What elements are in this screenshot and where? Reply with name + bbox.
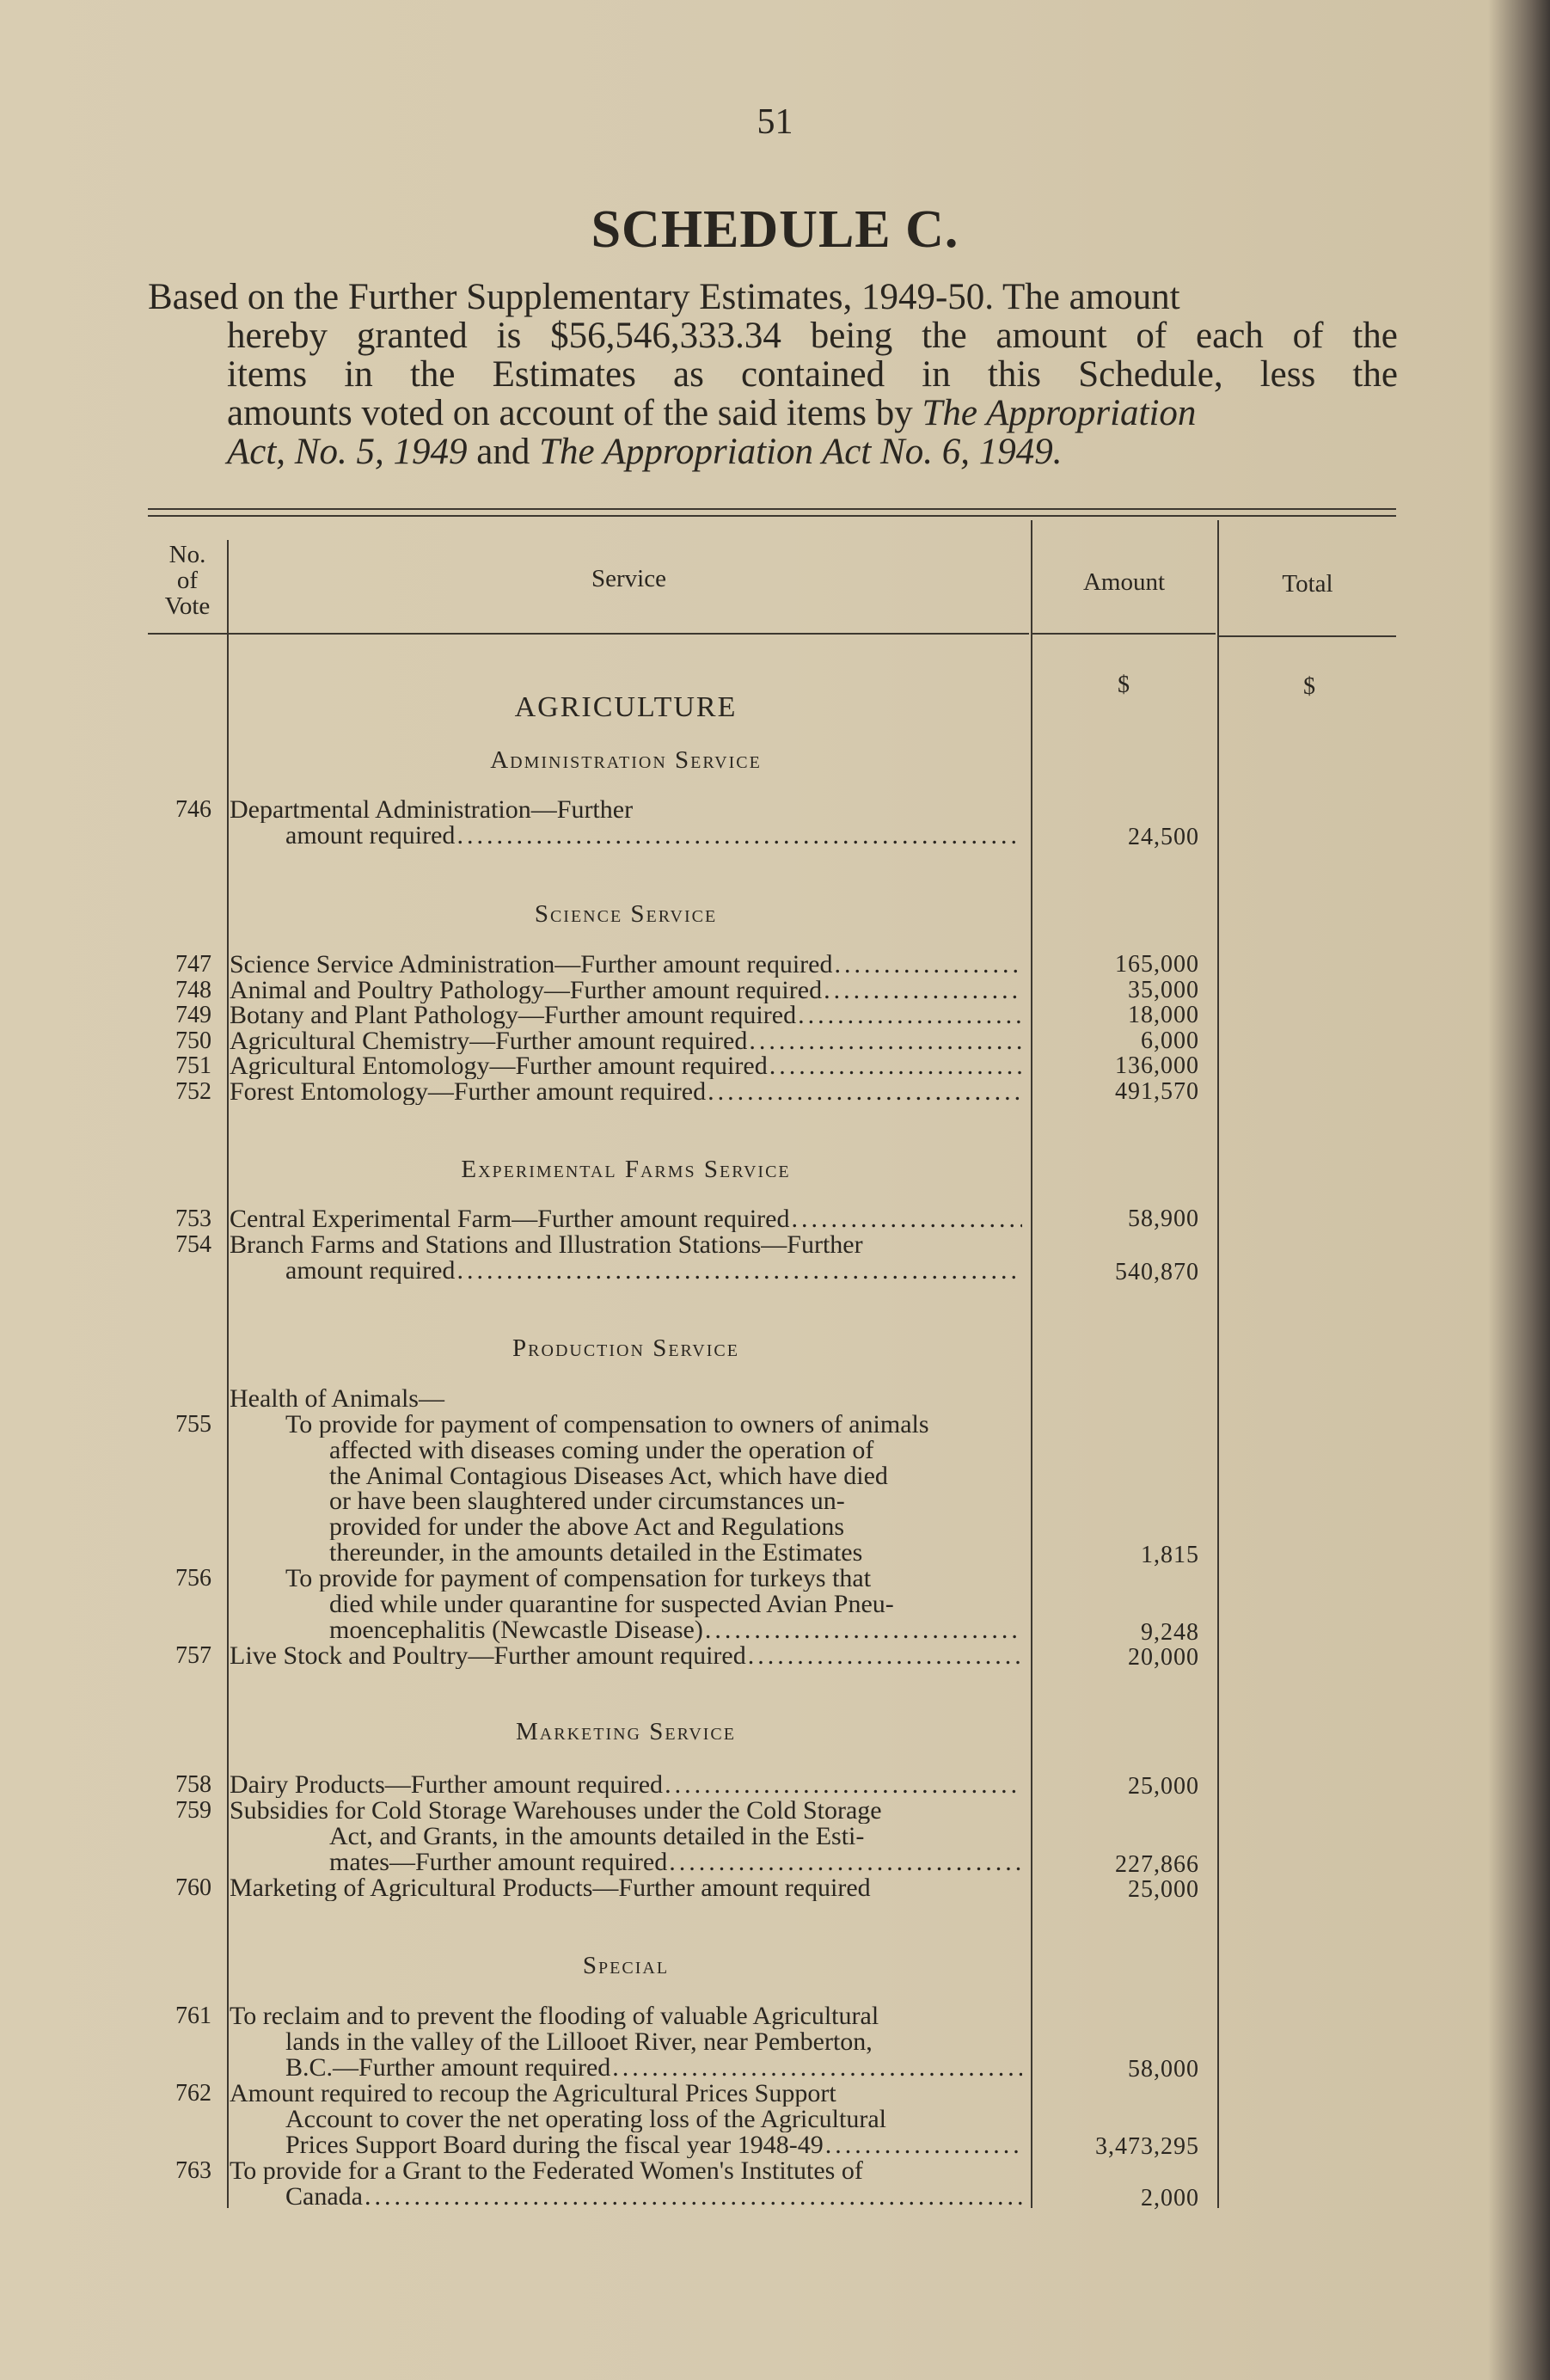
vote-number: 753 <box>175 1205 211 1232</box>
column-divider-vote <box>227 540 229 2208</box>
vote-number: 749 <box>175 1002 211 1028</box>
column-divider-service <box>1031 520 1032 2208</box>
service-text: amount required ..... <box>285 1258 1022 1284</box>
service-text: To provide for payment of compensation for turkeys that <box>285 1566 872 1592</box>
amount-value: 136,000 <box>1115 1052 1199 1079</box>
section-heading-experimental-farms: Experimental Farms Service <box>461 1156 791 1183</box>
double-rule <box>148 508 1396 517</box>
header-service: Service <box>591 565 666 592</box>
service-text: affected with diseases coming under the operation of <box>329 1438 874 1463</box>
header-rule-total <box>1219 635 1396 637</box>
service-text: Live Stock and Poultry—Further amount required ..... <box>230 1643 1022 1669</box>
vote-number: 754 <box>175 1231 211 1258</box>
service-text: lands in the valley of the Lillooet River, near Pemberton, <box>285 2029 873 2055</box>
vote-number: 756 <box>175 1565 211 1592</box>
service-text: Agricultural Chemistry—Further amount required ..... <box>230 1028 1022 1054</box>
amount-value: 1,815 <box>1141 1542 1199 1568</box>
amount-value: 227,866 <box>1115 1851 1199 1878</box>
service-text: To provide for a Grant to the Federated Women's Institutes of <box>230 2158 863 2184</box>
service-text: Canada ..... <box>285 2184 1022 2210</box>
amount-value: 540,870 <box>1115 1259 1199 1285</box>
currency-total: $ <box>1303 673 1315 700</box>
service-text: the Animal Contagious Diseases Act, which have died <box>329 1463 888 1489</box>
amount-value: 165,000 <box>1115 951 1199 978</box>
vote-number: 760 <box>175 1874 211 1901</box>
amount-value: 58,000 <box>1128 2056 1199 2082</box>
service-text: thereunder, in the amounts detailed in the Estimates <box>329 1540 863 1566</box>
amount-value: 25,000 <box>1128 1876 1199 1903</box>
service-text: or have been slaughtered under circumstances un- <box>329 1488 845 1514</box>
section-heading-marketing: Marketing Service <box>516 1718 736 1745</box>
service-text: Branch Farms and Stations and Illustration Stations—Further <box>230 1232 863 1258</box>
department-heading: AGRICULTURE <box>514 691 738 723</box>
header-vote-no: No. <box>168 541 206 568</box>
service-text: amount required ..... <box>285 823 1022 849</box>
service-text: Amount required to recoup the Agricultural Prices Support <box>230 2081 836 2107</box>
vote-number: 763 <box>175 2157 211 2184</box>
vote-number: 748 <box>175 977 211 1003</box>
vote-number: 752 <box>175 1078 211 1105</box>
header-rule-service <box>229 633 1029 635</box>
service-text: Subsidies for Cold Storage Warehouses under the Cold Storage <box>230 1798 882 1824</box>
service-text: Science Service Administration—Further amount required ..... <box>230 952 1022 978</box>
service-text: Animal and Poultry Pathology—Further amount required ..... <box>230 978 1022 1003</box>
service-text: mates—Further amount required ..... <box>329 1849 1022 1875</box>
amount-value: 3,473,295 <box>1095 2133 1199 2160</box>
intro-line-4: amounts voted on account of the said items by The Appropriation <box>227 393 1197 433</box>
service-text: Agricultural Entomology—Further amount required ..... <box>230 1053 1022 1079</box>
page-number: 51 <box>757 102 793 142</box>
service-text: Botany and Plant Pathology—Further amount required ..... <box>230 1003 1022 1028</box>
vote-number: 746 <box>175 796 211 823</box>
service-text: Central Experimental Farm—Further amount required ..... <box>230 1206 1022 1232</box>
service-text: Act, and Grants, in the amounts detailed in the Esti- <box>329 1824 865 1849</box>
section-heading-special: Special <box>582 1952 670 1979</box>
amount-value: 2,000 <box>1141 2185 1199 2211</box>
subheading-health-of-animals: Health of Animals— <box>230 1386 444 1412</box>
amount-value: 35,000 <box>1128 977 1199 1003</box>
vote-number: 758 <box>175 1771 211 1798</box>
service-text: Forest Entomology—Further amount required ..... <box>230 1079 1022 1105</box>
amount-value: 24,500 <box>1128 824 1199 850</box>
section-heading-production: Production Service <box>512 1334 739 1362</box>
header-total: Total <box>1282 570 1333 598</box>
service-text: Account to cover the net operating loss of the Agricultural <box>285 2107 886 2132</box>
amount-value: 6,000 <box>1141 1027 1199 1054</box>
vote-number: 747 <box>175 951 211 978</box>
service-text: B.C.—Further amount required ..... <box>285 2055 1022 2081</box>
header-vote-vote: Vote <box>164 592 211 620</box>
vote-number: 759 <box>175 1797 211 1824</box>
vote-number: 761 <box>175 2003 211 2029</box>
vote-number: 751 <box>175 1052 211 1079</box>
amount-value: 9,248 <box>1141 1619 1199 1646</box>
section-heading-science: Science Service <box>534 900 718 928</box>
intro-line-3: items in the Estimates as contained in this Schedule, less the <box>227 354 1398 395</box>
schedule-title: SCHEDULE C. <box>591 200 959 259</box>
amount-value: 491,570 <box>1115 1078 1199 1105</box>
header-vote-of: of <box>176 567 199 594</box>
service-text: provided for under the above Act and Regulations <box>329 1514 845 1540</box>
vote-number: 750 <box>175 1027 211 1054</box>
service-text: moencephalitis (Newcastle Disease) ..... <box>329 1617 1022 1643</box>
vote-number: 757 <box>175 1642 211 1669</box>
amount-value: 58,900 <box>1128 1205 1199 1232</box>
amount-value: 20,000 <box>1128 1644 1199 1671</box>
currency-amount: $ <box>1118 672 1130 698</box>
amount-value: 18,000 <box>1128 1002 1199 1028</box>
vote-number: 762 <box>175 2080 211 2107</box>
service-text: Marketing of Agricultural Products—Further amount required <box>230 1875 871 1901</box>
service-text: Dairy Products—Further amount required ..... <box>230 1772 1022 1798</box>
header-amount: Amount <box>1082 568 1166 596</box>
header-rule-amount <box>1032 633 1216 635</box>
amount-value: 25,000 <box>1128 1773 1199 1800</box>
section-heading-administration: Administration Service <box>490 746 762 774</box>
service-text: died while under quarantine for suspected Avian Pneu- <box>329 1592 894 1617</box>
service-text: To reclaim and to prevent the flooding of valuable Agricultural <box>230 2003 879 2029</box>
vote-number: 755 <box>175 1411 211 1438</box>
service-text: Prices Support Board during the fiscal year 1948-49 ..... <box>285 2132 1022 2158</box>
service-text: To provide for payment of compensation to owners of animals <box>285 1412 929 1438</box>
intro-paragraph <box>148 278 1398 471</box>
intro-line-5: Act, No. 5, 1949 and The Appropriation Act No. 6, 1949. <box>227 432 1063 472</box>
header-rule-vote <box>148 633 227 635</box>
intro-line-2: hereby granted is $56,546,333.34 being the amount of each of the <box>227 316 1398 356</box>
column-divider-amount <box>1217 520 1219 2208</box>
service-text: Departmental Administration—Further <box>230 797 634 823</box>
intro-line-1: Based on the Further Supplementary Estimates, 1949-50. The amount <box>148 277 1180 317</box>
